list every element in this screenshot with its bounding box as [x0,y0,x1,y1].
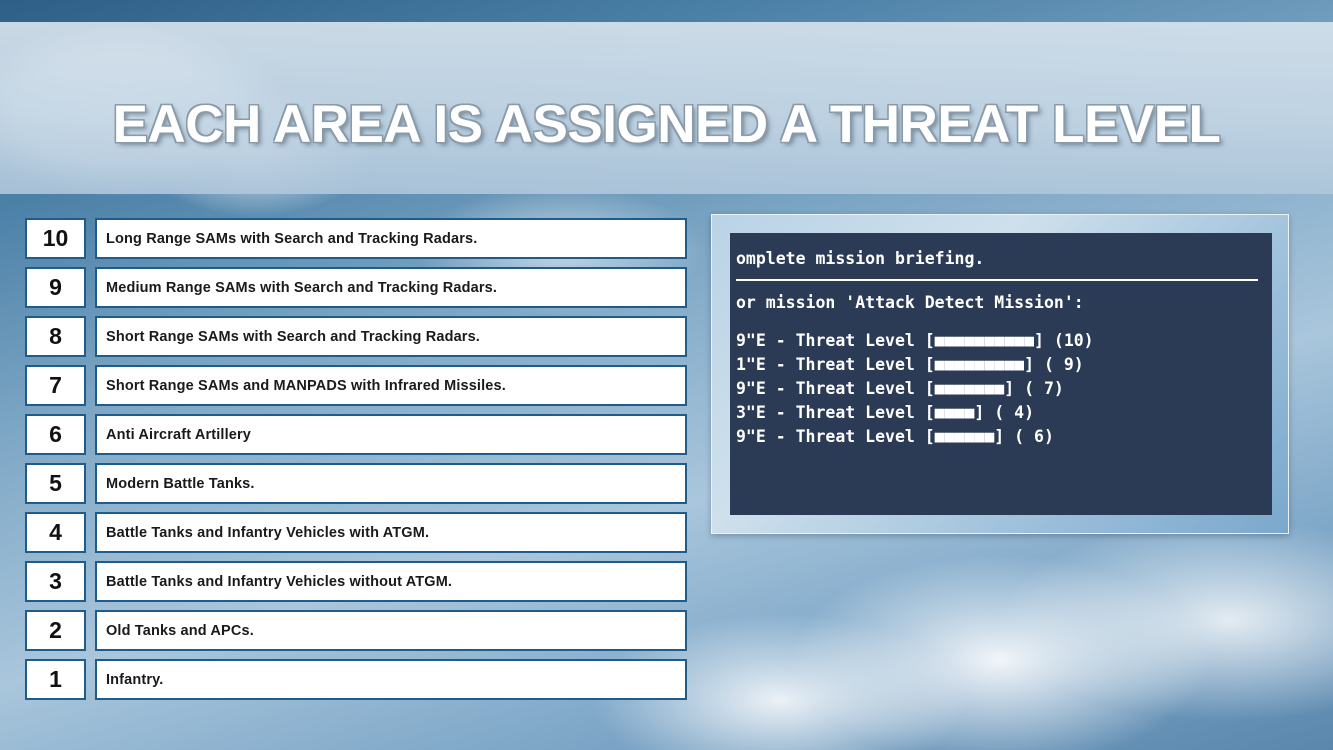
threat-level-description: Battle Tanks and Infantry Vehicles with ATGM. [95,512,687,553]
table-row [25,610,687,651]
title-band [0,22,1333,194]
threat-level-number: 5 [25,463,86,504]
terminal-divider [736,279,1258,281]
threat-level-number: 2 [25,610,86,651]
table-row [25,267,687,308]
table-row [25,316,687,357]
terminal-threat-line: 9"E - Threat Level [■■■■■■■■■■] (10) [736,331,1094,350]
table-row [25,561,687,602]
terminal-mission-line: or mission 'Attack Detect Mission': [736,293,1084,312]
terminal-threat-line: 3"E - Threat Level [■■■■] ( 4) [736,403,1035,422]
terminal-threat-line: 9"E - Threat Level [■■■■■■] ( 6) [736,427,1054,446]
threat-level-description: Modern Battle Tanks. [95,463,687,504]
threat-level-number: 10 [25,218,86,259]
terminal-header-line: omplete mission briefing. [736,249,985,268]
threat-level-description: Long Range SAMs with Search and Tracking Radars. [95,218,687,259]
threat-level-table [25,218,687,708]
threat-level-number: 7 [25,365,86,406]
threat-level-number: 9 [25,267,86,308]
table-row [25,512,687,553]
table-row [25,218,687,259]
terminal-window [730,233,1272,515]
threat-level-description: Battle Tanks and Infantry Vehicles without ATGM. [95,561,687,602]
page-title: EACH AREA IS ASSIGNED A THREAT LEVEL [112,95,1221,154]
threat-level-description: Old Tanks and APCs. [95,610,687,651]
threat-level-number: 6 [25,414,86,455]
terminal-threat-line: 1"E - Threat Level [■■■■■■■■■] ( 9) [736,355,1084,374]
threat-level-description: Infantry. [95,659,687,700]
threat-level-number: 3 [25,561,86,602]
threat-level-description: Short Range SAMs with Search and Tracking Radars. [95,316,687,357]
table-row [25,414,687,455]
threat-level-number: 4 [25,512,86,553]
table-row [25,659,687,700]
terminal-screenshot-panel [711,214,1289,534]
table-row [25,365,687,406]
threat-level-number: 8 [25,316,86,357]
threat-level-description: Anti Aircraft Artillery [95,414,687,455]
threat-level-description: Short Range SAMs and MANPADS with Infrared Missiles. [95,365,687,406]
threat-level-description: Medium Range SAMs with Search and Tracking Radars. [95,267,687,308]
threat-level-number: 1 [25,659,86,700]
terminal-threat-line: 9"E - Threat Level [■■■■■■■] ( 7) [736,379,1064,398]
table-row [25,463,687,504]
